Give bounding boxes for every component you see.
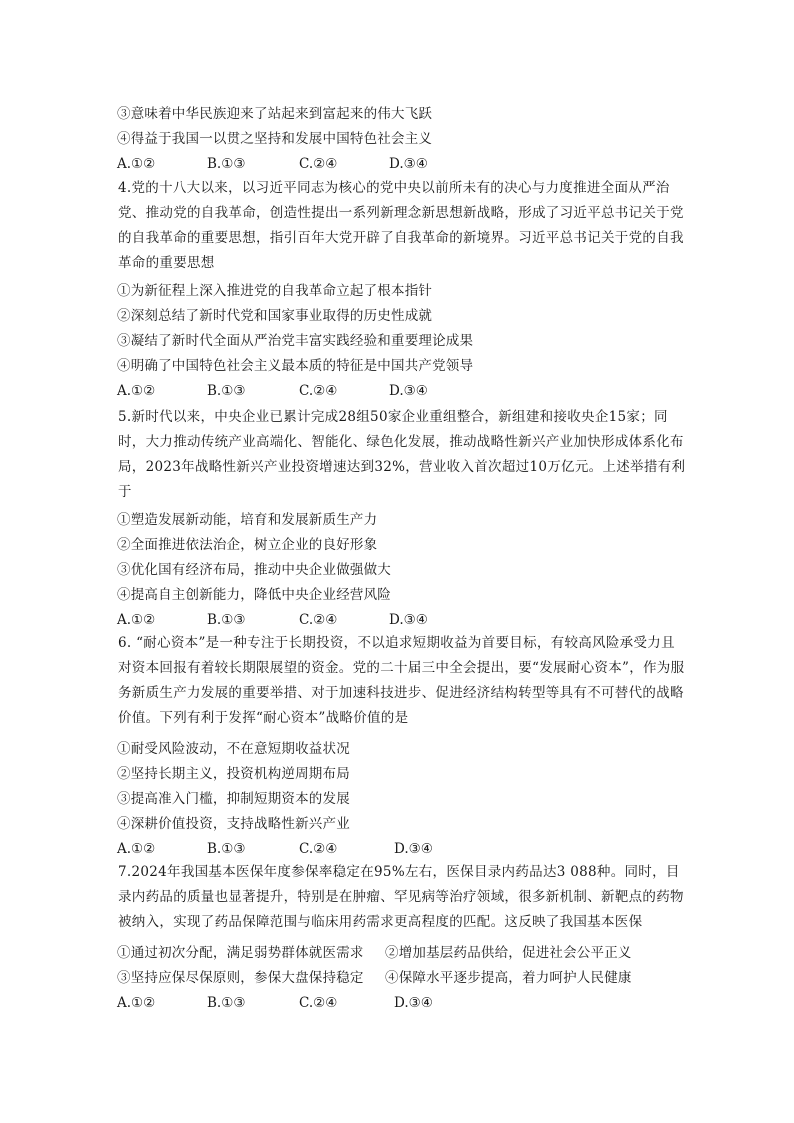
q7-choice-a: A.①② — [117, 995, 156, 1011]
q6-stem: 6. “耐心资本”是一种专注于长期投资，不以追求短期收益为首要目标，有较高风险承受力且对资本回报有着较长期限展望的资金。党的二十届三中全会提出，要“发展耐心资本”，作为服务新质生产力发展的重要举措、对于加速科技进步、促进经济结构转型等具有不可替代的战略价值。下列有利于发挥“耐心资本”战略价值的是 — [118, 635, 685, 726]
q7-choice-c: C.②④ — [299, 995, 338, 1011]
q3-item-3: ③意味着中华民族迎来了站起来到富起来的伟大飞跃 — [117, 106, 433, 122]
q6-item-4: ④深耕价值投资，支持战略性新兴产业 — [117, 816, 350, 832]
q5-item-4: ④提高自主创新能力，降低中央企业经营风险 — [117, 587, 391, 603]
q7-choice-b: B.①③ — [207, 995, 246, 1011]
q4-item-2: ②深刻总结了新时代党和国家事业取得的历史性成就 — [117, 308, 433, 324]
q4-choice-d: D.③④ — [389, 383, 428, 399]
q7-item-4: ④保障水平逐步提高，着力呵护人民健康 — [385, 970, 632, 986]
q6-choice-d: D.③④ — [394, 841, 433, 857]
q5-stem: 5.新时代以来，中央企业已累计完成28组50家企业重组整合，新组建和接收央企15家；同时，大力推动传统产业高端化、智能化、绿色化发展，推动战略性新兴产业加快形成体系化布局，2023年战略性新兴产业投资增速达到32%，营业收入首次超过10万亿元。上述举措有利于 — [118, 409, 686, 500]
q4-choice-c: C.②④ — [299, 383, 338, 399]
q6-item-1: ①耐受风险波动，不在意短期收益状况 — [117, 741, 350, 757]
q7-item-1: ①通过初次分配，满足弱势群体就医需求 — [117, 945, 364, 961]
q3-choice-c: C.②④ — [299, 156, 338, 172]
q5-item-2: ②全面推进依法治企，树立企业的良好形象 — [117, 537, 378, 553]
q7-item-3: ③坚持应保尽保原则，参保大盘保持稳定 — [117, 970, 364, 986]
q7-choice-d: D.③④ — [394, 995, 433, 1011]
q5-item-3: ③优化国有经济布局，推动中央企业做强做大 — [117, 562, 391, 578]
q7-item-2: ②增加基层药品供给，促进社会公平正义 — [385, 945, 632, 961]
q3-choice-b: B.①③ — [207, 156, 246, 172]
q6-item-3: ③提高准入门槛，抑制短期资本的发展 — [117, 791, 350, 807]
q4-choice-a: A.①② — [117, 383, 156, 399]
q5-item-1: ①塑造发展新动能，培育和发展新质生产力 — [117, 512, 378, 528]
q5-choice-d: D.③④ — [389, 612, 428, 628]
q3-choice-d: D.③④ — [389, 156, 428, 172]
q5-choice-a: A.①② — [117, 612, 156, 628]
q4-item-3: ③凝结了新时代全面从严治党丰富实践经验和重要理论成果 — [117, 333, 474, 349]
q5-choice-b: B.①③ — [207, 612, 246, 628]
q7-stem: 7.2024年我国基本医保年度参保率稳定在95%左右，医保目录内药品达3 088种。同时，目录内药品的质量也显著提升，特别是在肿瘤、罕见病等治疗领域，很多新机制、新靶点的药物被纳入，实现了药品保障范围与临床用药需求更高程度的匹配。这反映了我国基本医保 — [118, 864, 684, 930]
q6-choice-b: B.①③ — [207, 841, 246, 857]
q6-choice-a: A.①② — [117, 841, 156, 857]
q5-choice-c: C.②④ — [299, 612, 338, 628]
q4-choice-b: B.①③ — [207, 383, 246, 399]
q4-item-1: ①为新征程上深入推进党的自我革命立起了根本指针 — [117, 283, 433, 299]
q6-choice-c: C.②④ — [299, 841, 338, 857]
q3-item-4: ④得益于我国一以贯之坚持和发展中国特色社会主义 — [117, 131, 433, 147]
q4-stem: 4.党的十八大以来，以习近平同志为核心的党中央以前所未有的决心与力度推进全面从严治党、推动党的自我革命，创造性提出一系列新理念新思想新战略，形成了习近平总书记关于党的自我革命的重要思想，指引百年大党开辟了自我革命的新境界。习近平总书记关于党的自我革命的重要思想 — [118, 180, 684, 271]
q4-item-4: ④明确了中国特色社会主义最本质的特征是中国共产党领导 — [117, 358, 474, 374]
q6-item-2: ②坚持长期主义，投资机构逆周期布局 — [117, 766, 350, 782]
q3-choice-a: A.①② — [117, 156, 156, 172]
